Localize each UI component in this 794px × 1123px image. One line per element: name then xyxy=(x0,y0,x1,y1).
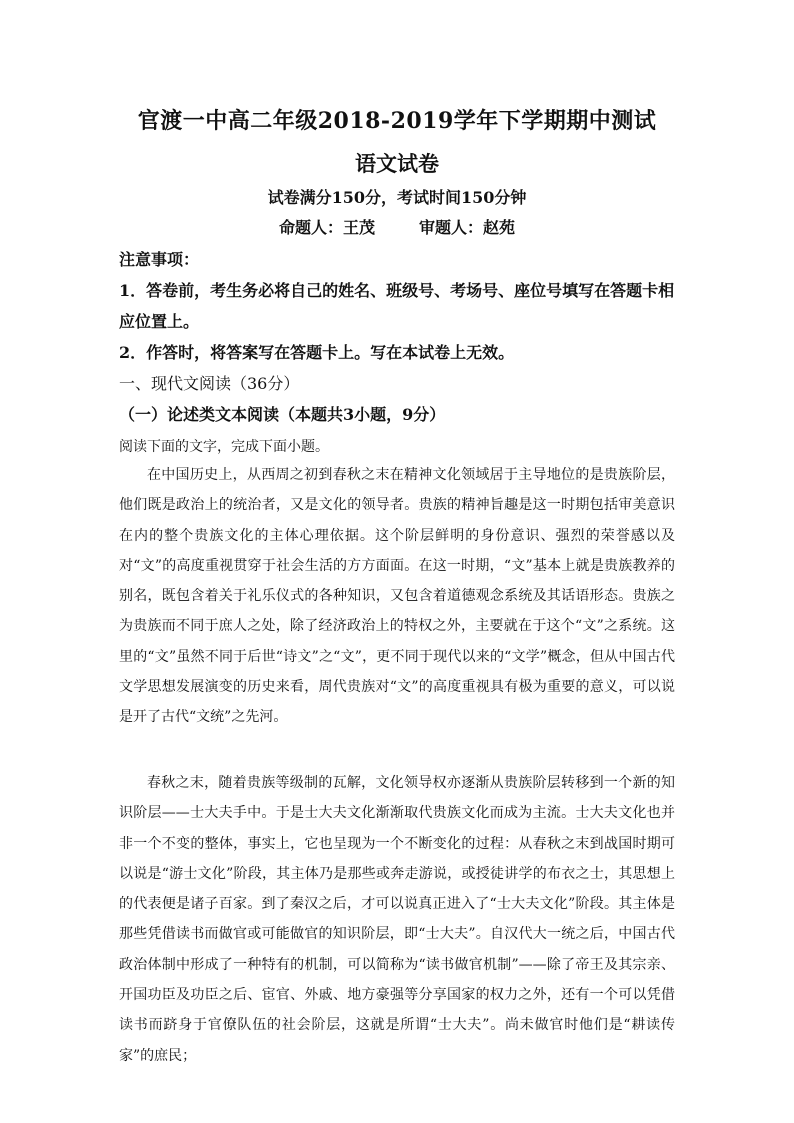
section-title: 一、现代文阅读（36分） xyxy=(119,374,300,393)
exam-info: 试卷满分150分，考试时间150分钟 xyxy=(267,188,527,207)
passage-paragraph-1: 在中国历史上，从西周之初到春秋之末在精神文化领域居于主导地位的是贵族阶层，他们既是政治上的统治者，又是文化的领导者。贵族的精神旨趣是这一时期包括审美意识在内的整个贵族文化的主体心理依据。这个阶层鲜明的身份意识、强烈的荣誉感以及对“文”的高度重视贯穿于社会生活的方方面面。在这一时期，“文”基本上就是贵族教养的别名，既包含着关于礼乐仪式的各种知识，又包含着道德观念系统及其话语形态。贵族之为贵族而不同于庶人之处，除了经济政治上的特权之外，主要就在于这个“文”之系统。这里的“文”虽然不同于后世“诗文”之“文”，更不同于现代以来的“文学”概念，但从中国古代文学思想发展演变的历史来看，周代贵族对“文”的高度重视具有极为重要的意义，可以说是开了古代“文统”之先河。 xyxy=(119,467,675,726)
reviewer-name: 审题人：赵苑 xyxy=(419,218,516,237)
passage-paragraph-2: 春秋之末，随着贵族等级制的瓦解，文化领导权亦逐渐从贵族阶层转移到一个新的知识阶层——士大夫手中。于是士大夫文化渐渐取代贵族文化而成为主流。士大夫文化也并非一个不变的整体，事实上，它也呈现为一个不断变化的过程：从春秋之末到战国时期可以说是“游士文化”阶段，其主体乃是那些或奔走游说，或授徒讲学的布衣之士，其思想上的代表便是诸子百家。到了秦汉之后，才可以说真正进入了“士大夫文化”阶段。其主体是那些凭借读书而做官或可能做官的知识阶层，即“士大夫”。自汉代大一统之后，中国古代政治体制中形成了一种特有的机制，可以简称为“读书做官机制”——除了帝王及其宗亲、开国功臣及功臣之后、宦官、外戚、地方豪强等分享国家的权力之外，还有一个可以凭借读书而跻身于官僚队伍的社会阶层，这就是所谓“士大夫”。尚未做官时他们是“耕读传家”的庶民； xyxy=(119,775,675,1064)
notes-item-2: 2．作答时，将答案写在答题卡上。写在本试卷上无效。 xyxy=(119,343,515,362)
authors-line xyxy=(0,215,794,238)
notes-block xyxy=(119,244,679,368)
setter-name: 命题人：王茂 xyxy=(278,218,375,237)
reading-instruction: 阅读下面的文字，完成下面小题。 xyxy=(119,439,329,455)
exam-title: 官渡一中高二年级2018-2019学年下学期期中测试 xyxy=(137,108,657,134)
subject-title: 语文试卷 xyxy=(355,151,439,176)
notes-heading: 注意事项： xyxy=(119,250,200,269)
notes-item-1: 1．答卷前，考生务必将自己的姓名、班级号、考场号、座位号填写在答题卡相应位置上。 xyxy=(119,281,675,331)
subsection-title: （一）论述类文本阅读（本题共3小题，9分） xyxy=(119,405,446,424)
